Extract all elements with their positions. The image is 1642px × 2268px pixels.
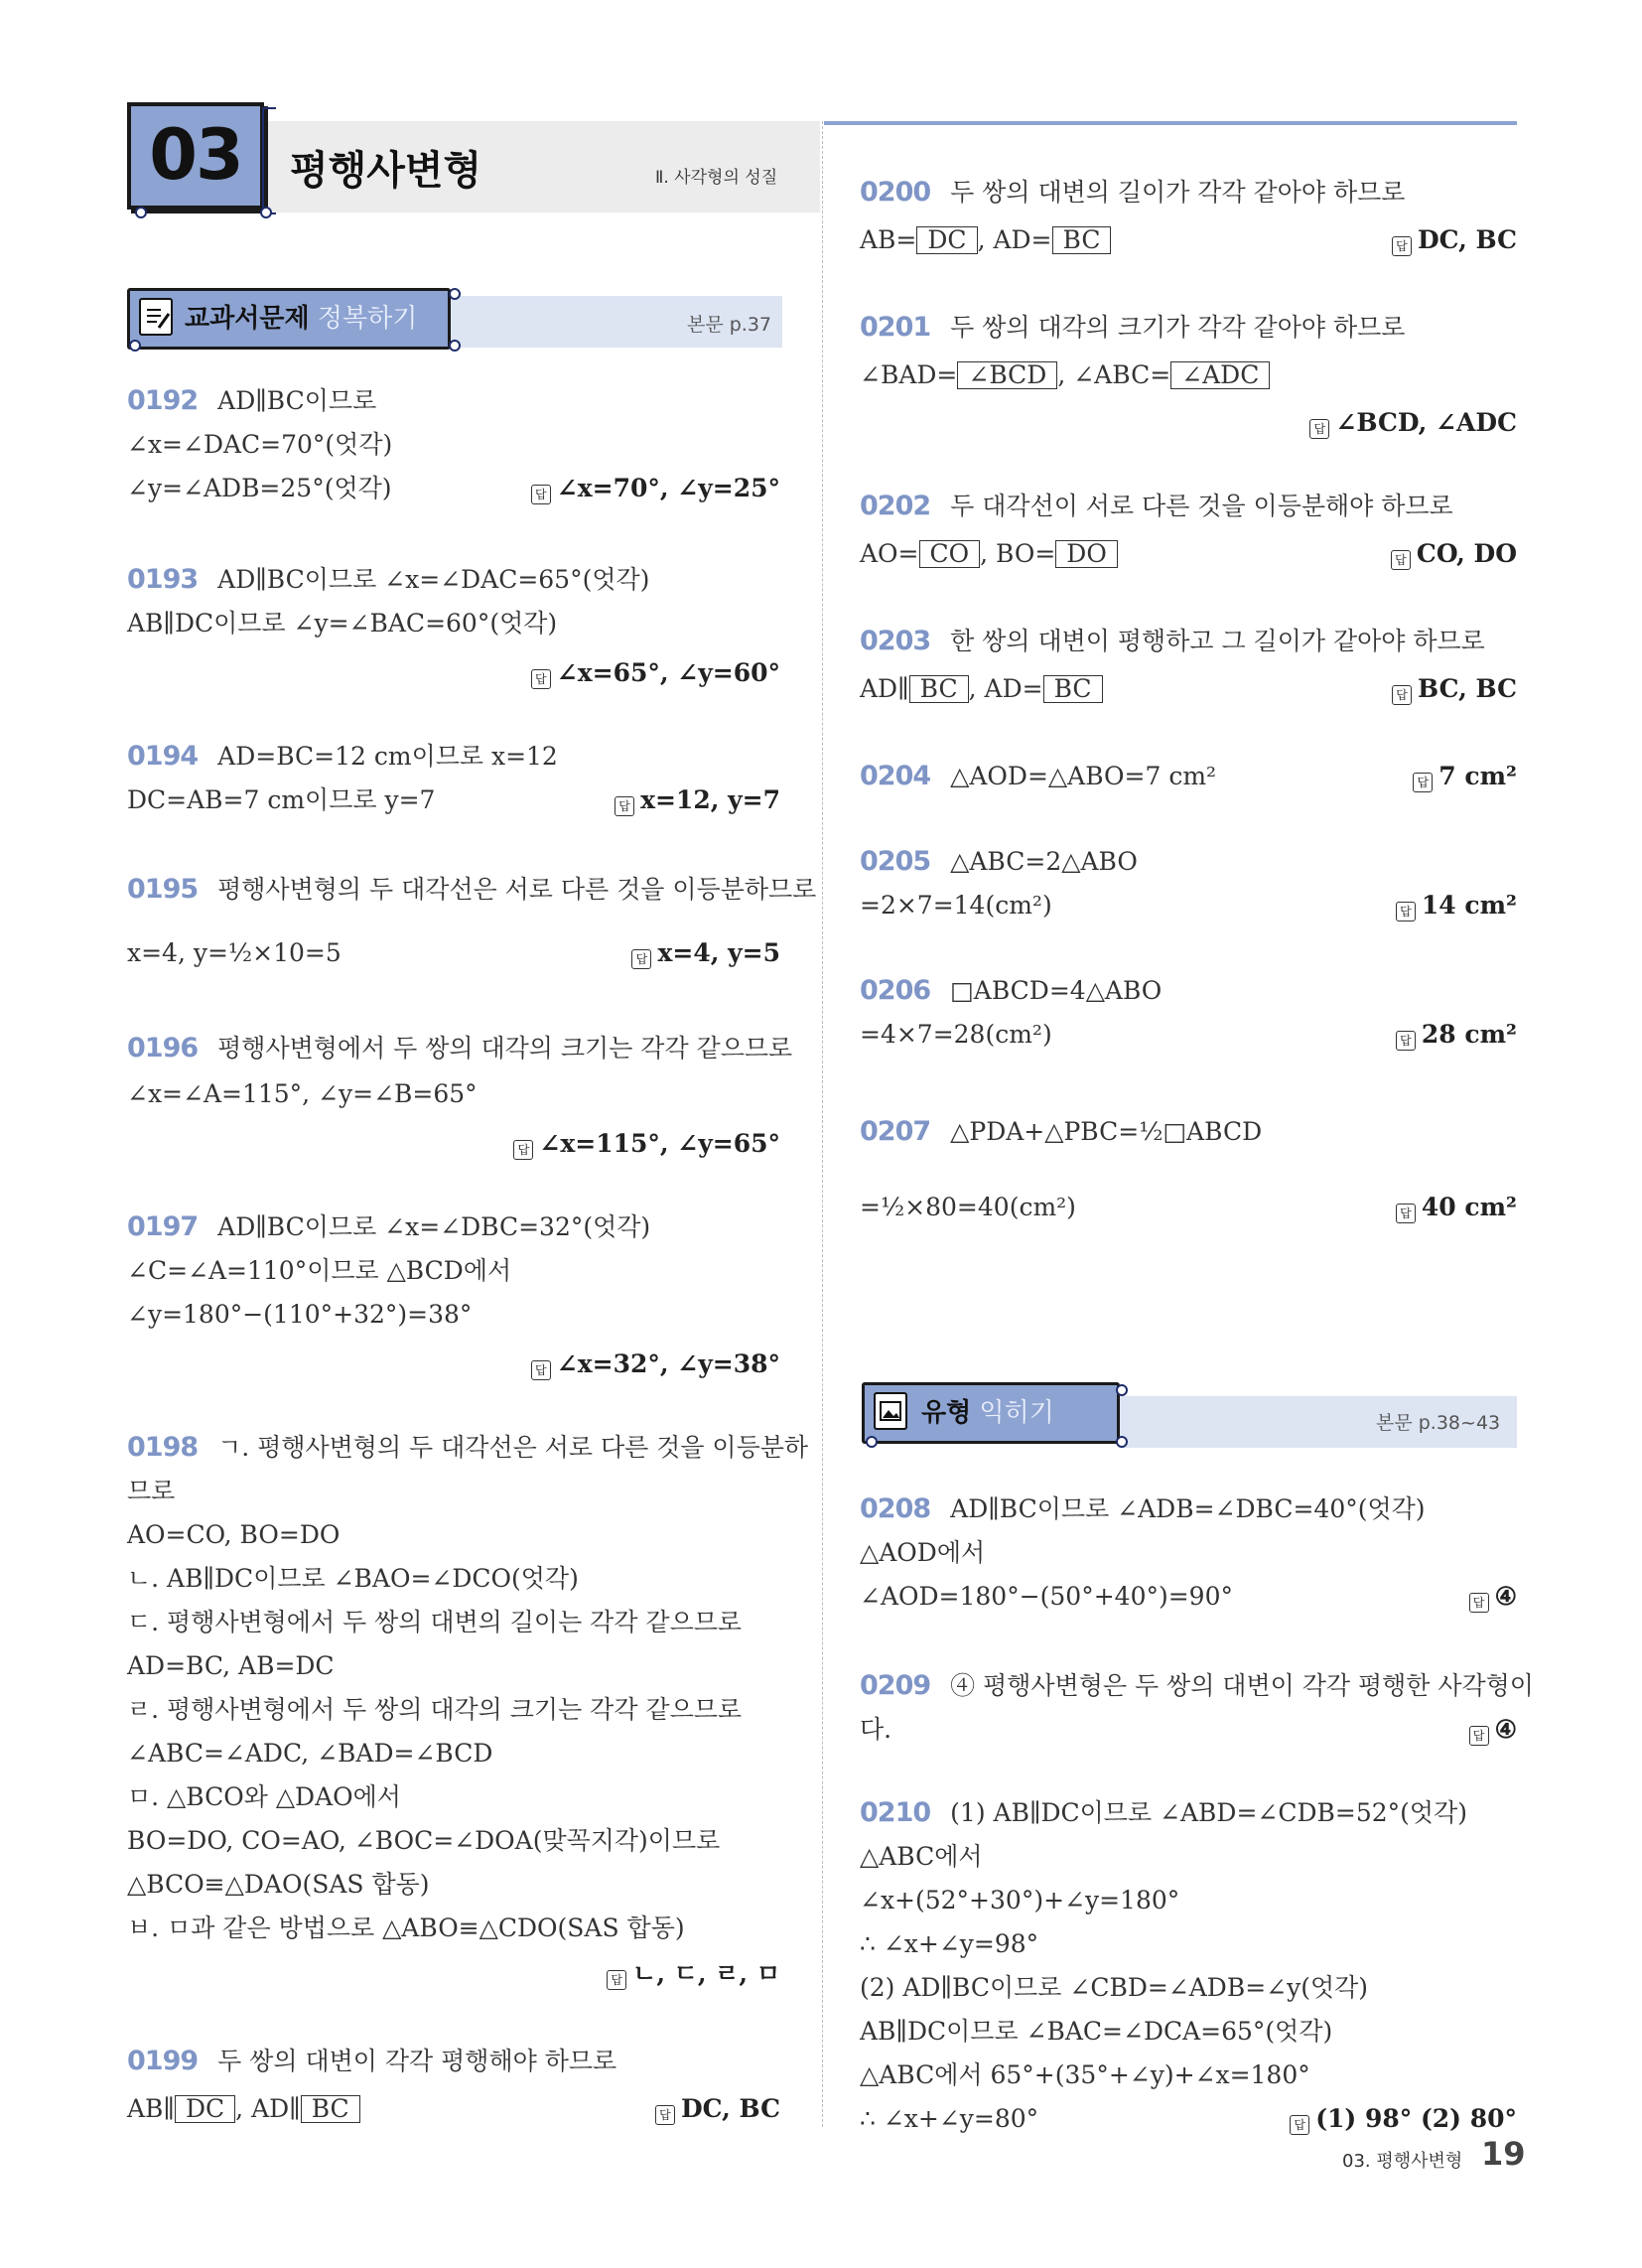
problem-number: 0199 bbox=[127, 2046, 199, 2076]
answer-text: DC, BC bbox=[680, 2094, 780, 2123]
problem-line bbox=[860, 846, 1138, 878]
problem-line bbox=[860, 312, 1405, 344]
problem-number: 0201 bbox=[860, 312, 931, 343]
problem-line bbox=[860, 1928, 1038, 1960]
answer-text: ㄴ, ㄷ, ㄹ, ㅁ bbox=[632, 1959, 780, 1988]
problem-line bbox=[127, 1519, 340, 1551]
problem-line bbox=[127, 1738, 492, 1770]
boxed-answer-line bbox=[860, 359, 1270, 391]
answer-box: ∠BCD bbox=[957, 361, 1057, 389]
answer-text: 28 cm² bbox=[1421, 1020, 1517, 1049]
problem-line bbox=[860, 1797, 1467, 1829]
problem-text: 두 쌍의 대각의 크기가 각각 같아야 하므로 bbox=[950, 313, 1406, 342]
problem-line bbox=[860, 761, 1216, 792]
answer-mark-icon: 답 bbox=[1391, 550, 1411, 570]
answer-mark-icon: 답 bbox=[1396, 1031, 1416, 1051]
answer-text: ∠x=65°, ∠y=60° bbox=[556, 658, 780, 687]
problem-line bbox=[860, 1714, 891, 1746]
answer-box: BC bbox=[1043, 675, 1103, 703]
section2-title bbox=[921, 1392, 1054, 1429]
answer-box: BC bbox=[909, 675, 969, 703]
banner-dot bbox=[449, 340, 461, 352]
segment-text: , AD= bbox=[968, 674, 1043, 703]
boxed-answer-line bbox=[860, 224, 1111, 256]
answer bbox=[607, 1958, 780, 1990]
problem-text: 두 쌍의 대변의 길이가 각각 같아야 하므로 bbox=[950, 178, 1406, 207]
problem-line bbox=[127, 1476, 175, 1507]
problem-number: 0200 bbox=[860, 177, 931, 208]
problem-text: ∴ ∠x+∠y=80° bbox=[860, 2104, 1039, 2133]
problem-text: 평행사변형에서 두 쌍의 대각의 크기는 각각 같으므로 bbox=[217, 1034, 793, 1063]
problem-text: AD=BC, AB=DC bbox=[127, 1651, 335, 1680]
problem-line bbox=[860, 1841, 983, 1873]
answer-box: DC bbox=[916, 226, 977, 254]
problem-text: 므로 bbox=[127, 1477, 176, 1505]
segment-text: , AD= bbox=[977, 225, 1052, 254]
problem-number: 0205 bbox=[860, 846, 931, 877]
problem-line bbox=[860, 177, 1405, 209]
answer-text: x=12, y=7 bbox=[640, 785, 780, 814]
problem-number: 0204 bbox=[860, 761, 931, 791]
answer-mark-icon: 답 bbox=[531, 485, 551, 504]
problem-line bbox=[860, 975, 1162, 1007]
answer-mark-icon: 답 bbox=[655, 2105, 675, 2125]
banner-dot bbox=[129, 340, 141, 352]
problem-text: ∠ABC=∠ADC, ∠BAD=∠BCD bbox=[127, 1739, 493, 1768]
problem-text: △ABC에서 bbox=[860, 1842, 983, 1871]
problem-number: 0208 bbox=[860, 1493, 931, 1524]
answer bbox=[1469, 1581, 1517, 1613]
problem-line bbox=[127, 2046, 616, 2077]
problem-text: 두 쌍의 대변이 각각 평행해야 하므로 bbox=[217, 2047, 617, 2075]
answer-text: ∠x=32°, ∠y=38° bbox=[556, 1349, 780, 1378]
answer-mark-icon: 답 bbox=[607, 1970, 626, 1990]
problem-line bbox=[860, 1019, 1052, 1051]
problem-text: ∠AOD=180°−(50°+40°)=90° bbox=[860, 1582, 1233, 1611]
answer-text: x=4, y=5 bbox=[657, 938, 780, 967]
problem-line bbox=[127, 1694, 742, 1726]
problem-text: AD∥BC이므로 bbox=[217, 386, 377, 415]
problem-line bbox=[860, 890, 1052, 921]
problem-line bbox=[860, 2059, 1310, 2091]
problem-line bbox=[860, 1192, 1076, 1223]
answer-text: 7 cm² bbox=[1438, 762, 1517, 790]
problem-line bbox=[127, 1432, 808, 1464]
answer-mark-icon: 답 bbox=[531, 669, 551, 689]
answer bbox=[631, 937, 780, 969]
header-dot bbox=[135, 207, 147, 218]
problem-text: △ABC에서 65°+(35°+∠y)+∠x=180° bbox=[860, 2060, 1310, 2089]
problem-0199-line2 bbox=[127, 2093, 360, 2125]
problem-text: ㄱ. 평행사변형의 두 대각선은 서로 다른 것을 이등분하 bbox=[217, 1433, 809, 1462]
problem-number: 0206 bbox=[860, 975, 931, 1006]
problem-text: 두 대각선이 서로 다른 것을 이등분해야 하므로 bbox=[950, 492, 1453, 520]
problem-line bbox=[127, 473, 392, 504]
segment-text: AO= bbox=[860, 539, 919, 568]
problem-text: ㅂ. ㅁ과 같은 방법으로 △ABO≡△CDO(SAS 합동) bbox=[127, 1914, 685, 1942]
segment-text: , BO= bbox=[980, 539, 1056, 568]
problem-line bbox=[860, 1972, 1368, 2004]
answer-text: ∠BCD, ∠ADC bbox=[1335, 408, 1517, 437]
answer-mark-icon: 답 bbox=[1469, 1726, 1489, 1746]
answer-mark-icon: 답 bbox=[531, 1360, 551, 1380]
problem-line bbox=[127, 1078, 478, 1110]
problem-number: 0196 bbox=[127, 1033, 199, 1063]
problem-line bbox=[127, 1211, 650, 1243]
answer-mark-icon: 답 bbox=[1290, 2115, 1309, 2135]
problem-line bbox=[860, 626, 1485, 657]
problem-text: 한 쌍의 대변이 평행하고 그 길이가 같아야 하므로 bbox=[950, 627, 1485, 655]
answer-mark-icon: 답 bbox=[1396, 902, 1416, 921]
problem-line bbox=[127, 1781, 401, 1813]
answer-box: ∠ADC bbox=[1170, 361, 1270, 389]
answer bbox=[1391, 538, 1517, 570]
problem-number: 0197 bbox=[127, 1211, 199, 1242]
answer-text: 40 cm² bbox=[1421, 1193, 1517, 1221]
problem-text: AB∥DC이므로 ∠BAC=∠DCA=65°(엇각) bbox=[860, 2017, 1333, 2046]
answer-text: 14 cm² bbox=[1421, 891, 1517, 920]
problem-line bbox=[127, 429, 392, 461]
answer bbox=[615, 784, 780, 816]
problem-number: 0202 bbox=[860, 491, 931, 521]
answer bbox=[1392, 673, 1517, 705]
answer-mark-icon: 답 bbox=[1413, 773, 1433, 792]
header-dot bbox=[260, 207, 272, 218]
segment-text: AD∥ bbox=[860, 674, 909, 703]
problem-text: (2) AD∥BC이므로 ∠CBD=∠ADB=∠y(엇각) bbox=[860, 1973, 1369, 2002]
answer-text: (1) 98° (2) 80° bbox=[1315, 2104, 1517, 2133]
answer bbox=[1396, 1019, 1517, 1051]
answer bbox=[1290, 2103, 1517, 2135]
problem-number: 0198 bbox=[127, 1432, 199, 1463]
picture-icon bbox=[874, 1392, 907, 1430]
problem-number: 0203 bbox=[860, 626, 931, 656]
answer-mark-icon: 답 bbox=[1392, 236, 1412, 256]
problem-line bbox=[127, 1869, 430, 1901]
right-column-rule bbox=[824, 121, 1517, 125]
problem-text: △ABC=2△ABO bbox=[950, 847, 1138, 876]
banner-dot bbox=[449, 288, 461, 300]
unit-title: Ⅱ. 사각형의 성질 bbox=[655, 168, 778, 188]
problem-text: △BCO≡△DAO(SAS 합동) bbox=[127, 1870, 430, 1899]
problem-text: AD∥BC이므로 ∠x=∠DBC=32°(엇각) bbox=[217, 1212, 651, 1241]
problem-text: =4×7=28(cm²) bbox=[860, 1020, 1052, 1049]
answer-mark-icon: 답 bbox=[615, 796, 634, 816]
answer-text: ④ bbox=[1494, 1582, 1517, 1611]
page-number: 19 bbox=[1481, 2135, 1526, 2173]
answer bbox=[1392, 224, 1517, 256]
problem-line bbox=[127, 1299, 472, 1331]
answer-text: DC, BC bbox=[1417, 225, 1517, 254]
answer bbox=[531, 657, 780, 689]
section1-title-dark: 교과서문제 bbox=[185, 304, 310, 334]
answer-text: ④ bbox=[1494, 1715, 1517, 1744]
answer-mark-icon: 답 bbox=[1309, 419, 1329, 439]
problem-number: 0207 bbox=[860, 1116, 931, 1147]
problem-number: 0210 bbox=[860, 1797, 931, 1828]
problem-number: 0209 bbox=[860, 1670, 931, 1701]
answer-text: CO, DO bbox=[1416, 539, 1517, 568]
problem-text: AD=BC=12 cm이므로 x=12 bbox=[217, 742, 558, 771]
segment-text: , AD∥ bbox=[235, 2094, 301, 2123]
problem-line bbox=[127, 1033, 792, 1064]
banner-dot bbox=[1116, 1436, 1128, 1448]
problem-text: ∠C=∠A=110°이므로 △BCD에서 bbox=[127, 1256, 512, 1285]
problem-text: BO=DO, CO=AO, ∠BOC=∠DOA(맞꼭지각)이므로 bbox=[127, 1826, 721, 1855]
problem-number: 0195 bbox=[127, 874, 199, 905]
problem-text: ④ 평행사변형은 두 쌍의 대변이 각각 평행한 사각형이 bbox=[950, 1671, 1534, 1700]
problem-text: □ABCD=4△ABO bbox=[950, 976, 1163, 1005]
section1-title bbox=[185, 298, 417, 335]
segment-text: AB= bbox=[860, 225, 917, 254]
problem-line bbox=[860, 1537, 985, 1569]
problem-line bbox=[860, 491, 1453, 522]
section1-title-light: 정복하기 bbox=[309, 304, 418, 334]
problem-text: ㄴ. AB∥DC이므로 ∠BAO=∠DCO(엇각) bbox=[127, 1564, 579, 1593]
banner-dot bbox=[1116, 1384, 1128, 1396]
problem-text: △AOD=△ABO=7 cm² bbox=[950, 762, 1217, 790]
problem-line bbox=[127, 1607, 742, 1638]
answer-box: BC bbox=[1052, 226, 1112, 254]
section2-title-light: 익히기 bbox=[971, 1398, 1054, 1428]
segment-text: ∠BAD= bbox=[860, 360, 958, 389]
problem-line bbox=[860, 1885, 1179, 1916]
problem-number: 0193 bbox=[127, 564, 199, 595]
problem-text: ㅁ. △BCO와 △DAO에서 bbox=[127, 1782, 401, 1811]
problem-number: 0194 bbox=[127, 741, 199, 772]
answer bbox=[1396, 1192, 1517, 1223]
problem-text: =2×7=14(cm²) bbox=[860, 891, 1052, 920]
answer bbox=[1413, 761, 1517, 792]
problem-text: ∠y=∠ADB=25°(엇각) bbox=[127, 474, 392, 502]
pencil-note-icon bbox=[139, 298, 173, 336]
problem-text: 평행사변형의 두 대각선은 서로 다른 것을 이등분하므로 bbox=[217, 875, 817, 904]
footer-chapter: 03. 평행사변형 bbox=[1342, 2151, 1463, 2172]
problem-text: △PDA+△PBC=½□ABCD bbox=[950, 1117, 1263, 1146]
problem-text: ㄷ. 평행사변형에서 두 쌍의 대변의 길이는 각각 같으므로 bbox=[127, 1608, 743, 1636]
answer-box: DO bbox=[1055, 540, 1118, 568]
section2-page-ref: 본문 p.38~43 bbox=[1376, 1412, 1501, 1434]
problem-text: △AOD에서 bbox=[860, 1538, 986, 1567]
answer bbox=[1469, 1714, 1517, 1746]
problem-line bbox=[127, 874, 816, 906]
problem-line bbox=[127, 1825, 720, 1857]
problem-line bbox=[127, 1255, 511, 1287]
answer-text: ∠x=70°, ∠y=25° bbox=[556, 474, 780, 502]
boxed-answer-line bbox=[860, 538, 1118, 570]
answer-mark-icon: 답 bbox=[1392, 685, 1412, 705]
chapter-number: 03 bbox=[149, 114, 242, 196]
column-divider bbox=[822, 121, 824, 2127]
problem-text: AB∥DC이므로 ∠y=∠BAC=60°(엇각) bbox=[127, 609, 558, 638]
section1-page-ref: 본문 p.37 bbox=[687, 314, 772, 336]
problem-text: AD∥BC이므로 ∠ADB=∠DBC=40°(엇각) bbox=[950, 1494, 1426, 1523]
answer-mark-icon: 답 bbox=[1469, 1593, 1489, 1613]
problem-text: =½×80=40(cm²) bbox=[860, 1193, 1076, 1221]
problem-line bbox=[127, 784, 435, 816]
answer-text: ∠x=115°, ∠y=65° bbox=[539, 1129, 780, 1158]
problem-text: ∠x=∠A=115°, ∠y=∠B=65° bbox=[127, 1079, 478, 1108]
problem-text: AO=CO, BO=DO bbox=[127, 1520, 341, 1549]
answer bbox=[531, 473, 780, 504]
problem-text: DC=AB=7 cm이므로 y=7 bbox=[127, 785, 436, 814]
chapter-title: 평행사변형 bbox=[290, 148, 482, 194]
problem-text: ∴ ∠x+∠y=98° bbox=[860, 1929, 1039, 1958]
problem-line bbox=[127, 564, 649, 596]
answer-text: BC, BC bbox=[1418, 674, 1517, 703]
answer bbox=[655, 2093, 780, 2125]
problem-line bbox=[127, 1563, 579, 1595]
problem-text: x=4, y=½×10=5 bbox=[127, 938, 342, 967]
problem-line bbox=[860, 2016, 1332, 2048]
answer bbox=[1309, 407, 1517, 439]
problem-line bbox=[860, 2103, 1038, 2135]
problem-text: ∠x=∠DAC=70°(엇각) bbox=[127, 430, 393, 459]
problem-text: ∠y=180°−(110°+32°)=38° bbox=[127, 1300, 473, 1329]
problem-line bbox=[127, 608, 557, 639]
problem-line bbox=[127, 1913, 685, 1944]
answer-mark-icon: 답 bbox=[631, 949, 651, 969]
section2-title-dark: 유형 bbox=[921, 1398, 972, 1428]
chapter-number-box bbox=[127, 102, 264, 210]
problem-line bbox=[860, 1581, 1233, 1613]
problem-line bbox=[127, 385, 376, 417]
segment-text: , ∠ABC= bbox=[1057, 360, 1171, 389]
problem-text: (1) AB∥DC이므로 ∠ABD=∠CDB=52°(엇각) bbox=[950, 1798, 1467, 1827]
banner-dot bbox=[866, 1436, 878, 1448]
problem-line bbox=[860, 1670, 1534, 1702]
answer-mark-icon: 답 bbox=[1396, 1204, 1416, 1223]
boxed-answer-line bbox=[860, 673, 1103, 705]
problem-number: 0192 bbox=[127, 385, 199, 416]
problem-text: AD∥BC이므로 ∠x=∠DAC=65°(엇각) bbox=[217, 565, 650, 594]
answer-box: BC bbox=[301, 2095, 360, 2123]
problem-line bbox=[860, 1493, 1426, 1525]
problem-text: ㄹ. 평행사변형에서 두 쌍의 대각의 크기는 각각 같으므로 bbox=[127, 1695, 743, 1724]
answer bbox=[513, 1128, 780, 1160]
problem-text: ∠x+(52°+30°)+∠y=180° bbox=[860, 1886, 1180, 1914]
answer bbox=[531, 1348, 780, 1380]
answer bbox=[1396, 890, 1517, 921]
problem-line bbox=[127, 1650, 335, 1682]
problem-text: 다. bbox=[860, 1715, 892, 1744]
answer-box: CO bbox=[919, 540, 981, 568]
problem-line bbox=[127, 741, 558, 773]
header-bracket bbox=[262, 107, 276, 214]
segment-text: AB∥ bbox=[127, 2094, 175, 2123]
answer-mark-icon: 답 bbox=[513, 1140, 533, 1160]
problem-line bbox=[860, 1116, 1262, 1148]
answer-box: DC bbox=[175, 2095, 235, 2123]
problem-line bbox=[127, 937, 342, 969]
